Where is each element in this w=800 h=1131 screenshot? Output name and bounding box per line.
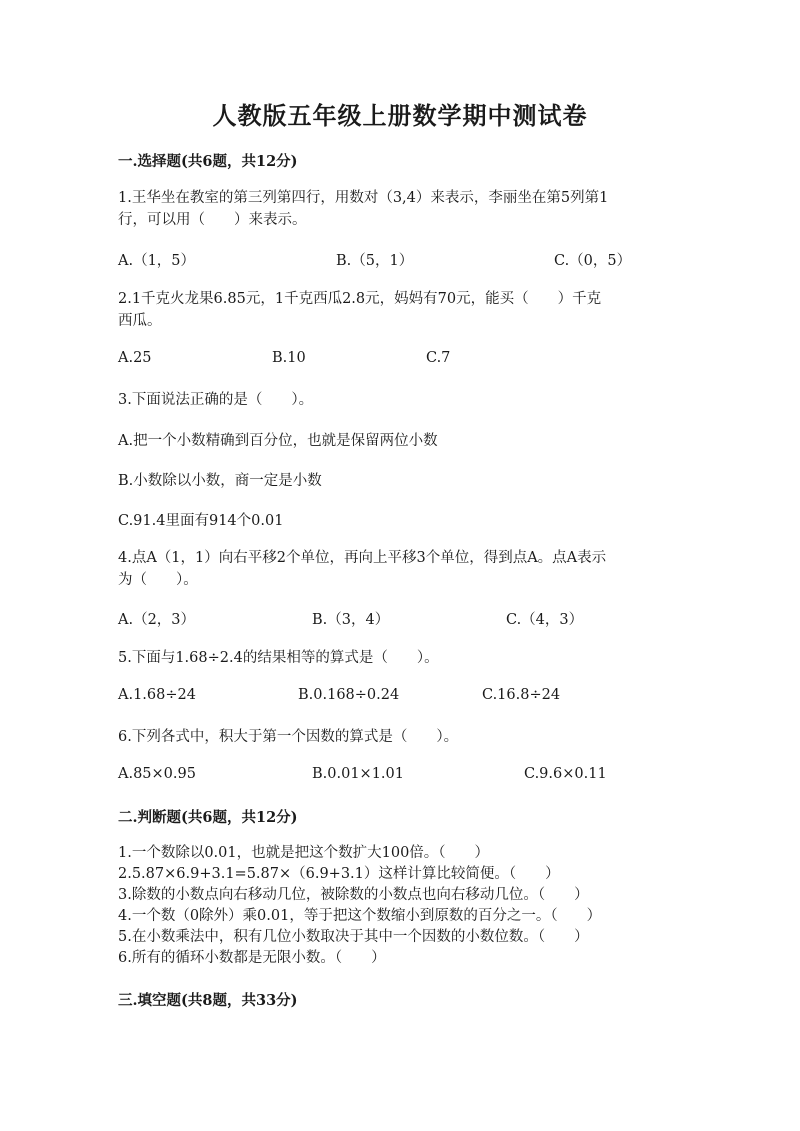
judge-item-6: 6.所有的循环小数都是无限小数。（ ） — [118, 950, 386, 966]
question-3-line-1: 3.下面说法正确的是（ ）。 — [118, 392, 314, 408]
question-3-option-b: B.小数除以小数，商一定是小数 — [118, 473, 322, 489]
section-3-heading: 三.填空题(共8题，共33分) — [118, 992, 298, 1009]
question-4-line-2: 为（ ）。 — [118, 572, 198, 588]
judge-item-1: 1.一个数除以0.01，也就是把这个数扩大100倍。（ ） — [118, 845, 490, 861]
question-3-option-a: A.把一个小数精确到百分位，也就是保留两位小数 — [118, 433, 438, 449]
question-6-option-b: B.0.01×1.01 — [312, 766, 404, 782]
question-5-option-c: C.16.8÷24 — [482, 687, 561, 703]
question-5-option-a: A.1.68÷24 — [118, 687, 196, 703]
judge-item-2: 2.5.87×6.9+3.1=5.87×（6.9+3.1）这样计算比较简便。（ ） — [118, 866, 560, 882]
question-5-line-1: 5.下面与1.68÷2.4的结果相等的算式是（ ）。 — [118, 650, 439, 666]
section-1-heading: 一.选择题(共6题，共12分) — [118, 153, 298, 170]
judge-item-5: 5.在小数乘法中，积有几位小数取决于其中一个因数的小数位数。（ ） — [118, 929, 589, 945]
section-2-heading: 二.判断题(共6题，共12分) — [118, 809, 298, 826]
question-2-line-2: 西瓜。 — [118, 313, 162, 329]
question-2-option-a: A.25 — [118, 350, 152, 366]
question-1-option-c: C.（0，5） — [554, 253, 632, 269]
question-6-option-c: C.9.6×0.11 — [524, 766, 607, 782]
question-4-option-a: A.（2，3） — [118, 612, 196, 628]
question-1-line-1: 1.王华坐在教室的第三列第四行，用数对（3,4）来表示，李丽坐在第5列第1 — [118, 190, 609, 206]
question-1-line-2: 行，可以用（ ）来表示。 — [118, 212, 307, 228]
question-2-line-1: 2.1千克火龙果6.85元，1千克西瓜2.8元，妈妈有70元，能买（ ）千克 — [118, 291, 602, 307]
page-title: 人教版五年级上册数学期中测试卷 — [212, 101, 588, 130]
judge-item-4: 4.一个数（0除外）乘0.01，等于把这个数缩小到原数的百分之一。（ ） — [118, 908, 602, 924]
judge-item-3: 3.除数的小数点向右移动几位，被除数的小数点也向右移动几位。（ ） — [118, 887, 589, 903]
question-4-option-b: B.（3，4） — [312, 612, 390, 628]
question-4-line-1: 4.点A（1，1）向右平移2个单位，再向上平移3个单位，得到点A。点A表示 — [118, 550, 607, 566]
question-2-option-c: C.7 — [426, 350, 451, 366]
question-1-option-b: B.（5，1） — [336, 253, 414, 269]
question-1-option-a: A.（1，5） — [118, 253, 196, 269]
question-4-option-c: C.（4，3） — [506, 612, 584, 628]
question-6-line-1: 6.下列各式中，积大于第一个因数的算式是（ ）。 — [118, 729, 459, 745]
question-6-option-a: A.85×0.95 — [118, 766, 196, 782]
question-5-option-b: B.0.168÷0.24 — [298, 687, 400, 703]
question-2-option-b: B.10 — [272, 350, 306, 366]
question-3-option-c: C.91.4里面有914个0.01 — [118, 513, 284, 529]
